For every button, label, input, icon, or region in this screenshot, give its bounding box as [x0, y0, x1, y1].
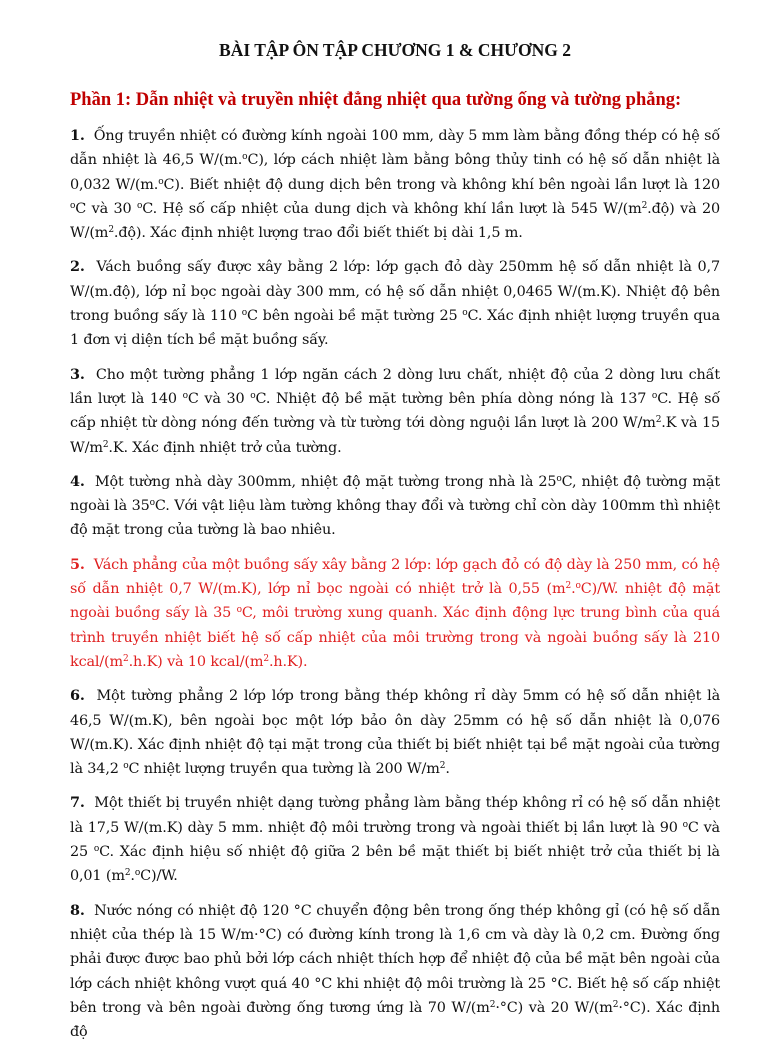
problem-number: 4. [70, 472, 85, 490]
problem-item [70, 791, 720, 888]
problem-text: Ống truyền nhiệt có đường kính ngoài 100 mm, dày 5 mm làm bằng đồng thép có hệ số dẫn nhiệt là 46,5 W/(m.$^o$C), lớp cách nhiệt làm bằng bông thủy tinh có hệ số dẫn nhiệt là 0,032 W/(m.$^o$C). Biết nhiệt độ dung dịch bên trong và không khí bên ngoài lần lượt là 120 $^o$C và 30 $^o$C. Hệ số cấp nhiệt của dung dịch và không khí lần lượt là 545 $W/(m^2.độ)$ và 20 $W/(m^2.độ)$. Xác định nhiệt lượng trao đổi biết thiết bị dài 1,5 m. [70, 128, 720, 242]
problem-number: 5. [70, 555, 85, 573]
document-page [0, 38, 768, 1062]
problem-text: Một thiết bị truyền nhiệt dạng tường phẳng làm bằng thép không rỉ có hệ số dẫn nhiệt là 17,5 W/(m.K) dày 5 mm. nhiệt độ môi trường trong và ngoài thiết bị lần lượt là 90 $^o$C và 25 $^o$C. Xác định hiệu số nhiệt độ giữa 2 bên bề mặt thiết bị biết nhiệt trở của thiết bị là 0,01 $(m^2.^oC)/W$. [70, 795, 720, 885]
problem-text: Một tường nhà dày 300mm, nhiệt độ mặt tường trong nhà là 25$^o$C, nhiệt độ tường mặt ngoài là 35$^o$C. Với vật liệu làm tường không thay đổi và tường chỉ còn dày 100mm thì nhiệt độ mặt trong của tường là bao nhiêu. [70, 473, 720, 539]
problem-text: Vách phẳng của một buồng sấy xây bằng 2 lớp: lớp gạch đỏ có độ dày là 250 mm, có hệ số dẫn nhiệt 0,7 W/(m.K), lớp nỉ bọc ngoài có nhiệt trở là 0,55 $(m^2.^oC)/W$. nhiệt độ mặt ngoài buồng sấy là 35 $^o$C, môi trường xung quanh. Xác định động lực trung bình của quá trình truyền nhiệt biết hệ số cấp nhiệt của môi trường trong và ngoài buồng sấy là 210 kcal/$(m^2.h.K)$ và 10 kcal/$(m^2.h.K)$. [70, 556, 720, 670]
problem-number: 6. [70, 687, 85, 705]
problem-number: 1. [70, 127, 85, 144]
problem-number: 7. [70, 794, 85, 812]
problem-item [70, 684, 720, 781]
problem-item [70, 363, 720, 460]
problem-item [70, 470, 720, 543]
problem-text: Vách buồng sấy được xây bằng 2 lớp: lớp gạch đỏ dày 250mm hệ số dẫn nhiệt là 0,7 W/(m.độ), lớp nỉ bọc ngoài dày 300 mm, có hệ số dẫn nhiệt 0,0465 W/(m.K). Nhiệt độ bên trong buồng sấy là 110 $^o$C bên ngoài bề mặt tường 25 $^o$C. Xác định nhiệt lượng truyền qua 1 đơn vị diện tích bề mặt buồng sấy. [70, 259, 720, 349]
problem-item [70, 899, 720, 1045]
problem-text: Cho một tường phẳng 1 lớp ngăn cách 2 dòng lưu chất, nhiệt độ của 2 dòng lưu chất lần lượt là 140 $^o$C và 30 $^o$C. Nhiệt độ bề mặt tường bên phía dòng nóng là 137 $^o$C. Hệ số cấp nhiệt từ dòng nóng đến tường và từ tường tới dòng nguội lần lượt là 200 $W/m^2.K$ và 15 $W/m^2.K$. Xác định nhiệt trở của tường. [70, 366, 720, 456]
document-title: BÀI TẬP ÔN TẬP CHƯƠNG 1 & CHƯƠNG 2 [219, 40, 571, 60]
problem-list [70, 124, 720, 1044]
problem-number: 2. [70, 258, 85, 276]
section-title: Phần 1: Dẫn nhiệt và truyền nhiệt đẳng nhiệt qua tường ống và tường phẳng: [70, 90, 682, 110]
problem-text: Nước nóng có nhiệt độ 120 °C chuyển động bên trong ống thép không gỉ (có hệ số dẫn nhiệt của thép là 15 W/m·°C) có đường kính trong là 1,6 cm và dày là 0,2 cm. Đường ống phải được được bao phủ bởi lớp cách nhiệt thích hợp để nhiệt độ của bề mặt bên ngoài của lớp cách nhiệt không vượt quá 40 °C khi nhiệt độ môi trường là 25 °C. Biết hệ số cấp nhiệt bên trong và bên ngoài đường ống tương ứng là 70 $W/(m^2\cdot^\circ C)$ và 20 $W/(m^2\cdot^\circ C)$. Xác định độ [70, 902, 720, 1041]
problem-item [70, 553, 720, 674]
problem-number: 8. [70, 901, 85, 919]
problem-number: 3. [70, 365, 85, 383]
problem-item [70, 124, 720, 245]
problem-text: Một tường phẳng 2 lớp lớp trong bằng thép không rỉ dày 5mm có hệ số dẫn nhiệt là 46,5 W/(m.K), bên ngoài bọc một lớp bảo ôn dày 25mm có hệ số dẫn nhiệt là 0,076 W/(m.K). Xác định nhiệt độ tại mặt trong của thiết bị biết nhiệt tại bề mặt ngoài của tường là 34,2 $^o$C nhiệt lượng truyền qua tường là 200 $W/m^2$. [70, 688, 720, 778]
problem-item [70, 255, 720, 352]
